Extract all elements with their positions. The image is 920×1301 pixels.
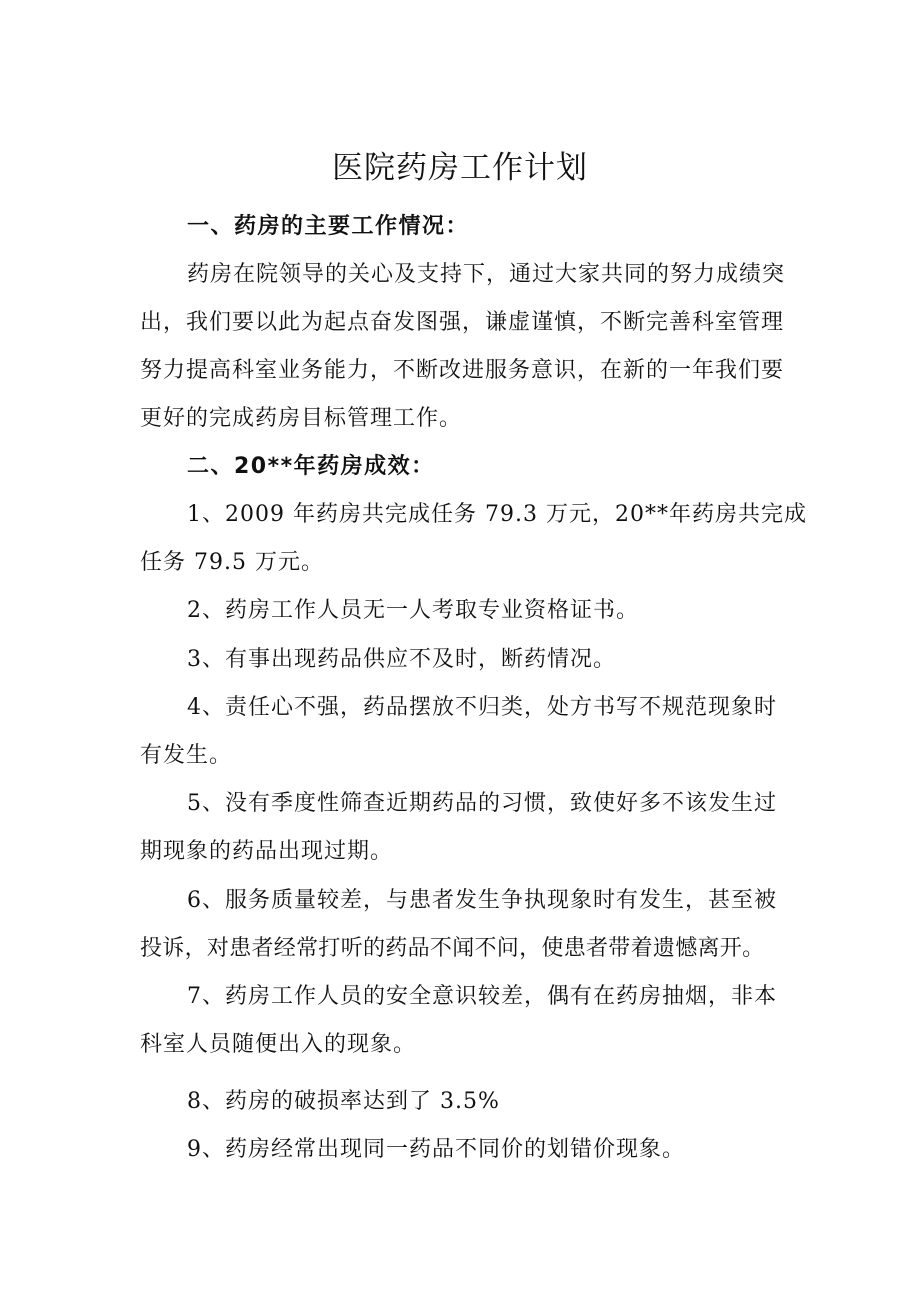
paragraph-line: 药房在院领导的关心及支持下，通过大家共同的努力成绩突 xyxy=(187,262,786,287)
page-title: 医院药房工作计划 xyxy=(332,150,588,186)
list-item-line: 6、服务质量较差，与患者发生争执现象时有发生，甚至被 xyxy=(187,888,777,913)
section-heading-2: 二、20**年药房成效： xyxy=(187,454,435,479)
list-item-line: 9、药房经常出现同一药品不同价的划错价现象。 xyxy=(187,1137,685,1162)
list-item-line: 5、没有季度性筛查近期药品的习惯，致使好多不该发生过 xyxy=(187,791,777,816)
list-item-line: 3、有事出现药品供应不及时，断药情况。 xyxy=(187,647,616,672)
paragraph-line: 努力提高科室业务能力，不断改进服务意识，在新的一年我们要 xyxy=(140,358,785,383)
list-item-line: 任务 79.5 万元。 xyxy=(140,550,324,575)
list-item-line: 2、药房工作人员无一人考取专业资格证书。 xyxy=(187,598,639,623)
list-item-line: 有发生。 xyxy=(140,743,233,768)
section-heading-1: 一、药房的主要工作情况： xyxy=(187,214,470,239)
list-item-line: 8、药房的破损率达到了 3.5% xyxy=(187,1089,500,1114)
list-item-line: 1、2009 年药房共完成任务 79.3 万元，20**年药房共完成 xyxy=(187,502,807,527)
list-item-line: 科室人员随便出入的现象。 xyxy=(140,1032,417,1057)
list-item-line: 期现象的药品出现过期。 xyxy=(140,839,394,864)
list-item-line: 7、药房工作人员的安全意识较差，偶有在药房抽烟，非本 xyxy=(187,984,777,1009)
list-item-line: 投诉，对患者经常打听的药品不闻不问，使患者带着遗憾离开。 xyxy=(140,936,765,961)
list-item-line: 4、责任心不强，药品摆放不归类，处方书写不规范现象时 xyxy=(187,695,777,720)
paragraph-line: 更好的完成药房目标管理工作。 xyxy=(140,406,463,431)
paragraph-line: 出，我们要以此为起点奋发图强，谦虚谨慎，不断完善科室管理 xyxy=(140,310,785,335)
